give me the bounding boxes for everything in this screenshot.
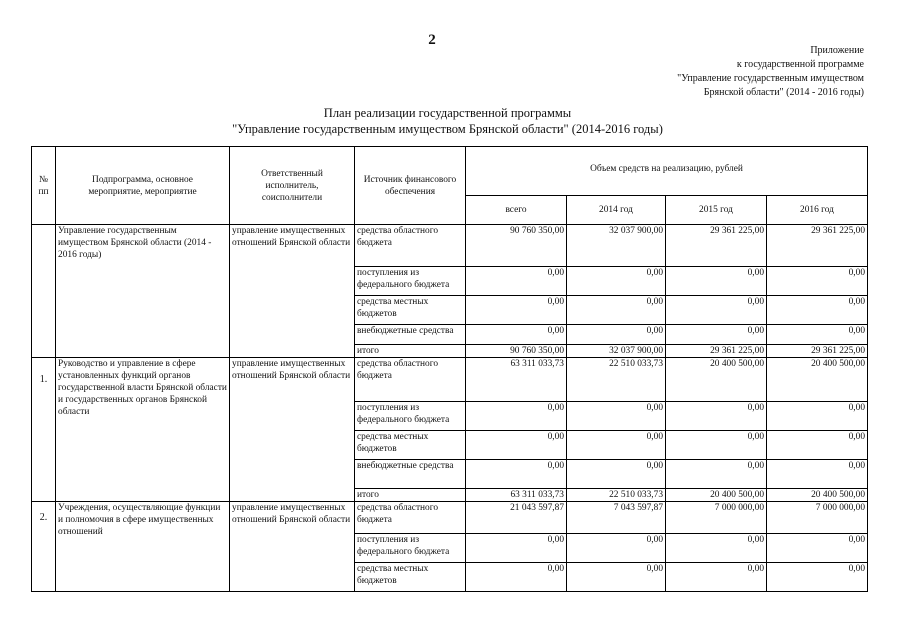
header-2014: 2014 год	[567, 196, 666, 225]
amount-y2015: 20 400 500,00	[666, 358, 767, 402]
amount-total: 0,00	[466, 563, 567, 592]
amount-y2014: 22 510 033,73	[567, 489, 666, 502]
amount-total: 21 043 597,87	[466, 502, 567, 534]
amount-y2015: 20 400 500,00	[666, 489, 767, 502]
header-2015: 2015 год	[666, 196, 767, 225]
amount-y2015: 0,00	[666, 402, 767, 431]
row-number	[32, 225, 56, 358]
amount-total: 0,00	[466, 431, 567, 460]
header-row	[32, 147, 868, 196]
row-number: 2.	[32, 502, 56, 592]
responsible-executor: управление имущественных отношений Брянской области	[230, 225, 355, 358]
funding-source: поступления из федерального бюджета	[355, 534, 466, 563]
amount-total: 0,00	[466, 534, 567, 563]
table-row	[32, 225, 868, 267]
responsible-executor: управление имущественных отношений Брянской области	[230, 358, 355, 502]
amount-y2014: 22 510 033,73	[567, 358, 666, 402]
amount-y2016: 0,00	[767, 296, 868, 325]
amount-y2014: 0,00	[567, 534, 666, 563]
appendix-line: Брянской области" (2014 - 2016 годы)	[703, 87, 864, 98]
amount-y2014: 32 037 900,00	[567, 345, 666, 358]
funding-source: поступления из федерального бюджета	[355, 402, 466, 431]
amount-total: 90 760 350,00	[466, 225, 567, 267]
document-title: План реализации государственной программы	[323, 106, 572, 120]
amount-y2015: 0,00	[666, 563, 767, 592]
amount-y2014: 0,00	[567, 563, 666, 592]
amount-y2016: 0,00	[767, 267, 868, 296]
amount-y2016: 0,00	[767, 563, 868, 592]
header-num: № пп	[32, 147, 56, 225]
funding-source: поступления из федерального бюджета	[355, 267, 466, 296]
amount-total: 0,00	[466, 296, 567, 325]
funding-source: средства местных бюджетов	[355, 563, 466, 592]
funding-source: средства местных бюджетов	[355, 431, 466, 460]
amount-y2016: 0,00	[767, 460, 868, 489]
amount-y2016: 0,00	[767, 534, 868, 563]
funding-source: средства областного бюджета	[355, 225, 466, 267]
funding-source: средства областного бюджета	[355, 502, 466, 534]
amount-y2015: 0,00	[666, 296, 767, 325]
header-2016: 2016 год	[767, 196, 868, 225]
funding-source: внебюджетные средства	[355, 325, 466, 345]
appendix-line: "Управление государственным имуществом	[677, 73, 864, 84]
amount-y2014: 0,00	[567, 431, 666, 460]
amount-y2016: 29 361 225,00	[767, 225, 868, 267]
amount-total: 63 311 033,73	[466, 489, 567, 502]
amount-y2014: 32 037 900,00	[567, 225, 666, 267]
amount-y2015: 0,00	[666, 267, 767, 296]
subprogram-name: Управление государственным имуществом Брянской области (2014 - 2016 годы)	[56, 225, 230, 358]
header-total: всего	[466, 196, 567, 225]
amount-total: 90 760 350,00	[466, 345, 567, 358]
amount-total: 63 311 033,73	[466, 358, 567, 402]
amount-y2015: 7 000 000,00	[666, 502, 767, 534]
amount-total: 0,00	[466, 267, 567, 296]
amount-y2016: 7 000 000,00	[767, 502, 868, 534]
amount-y2016: 29 361 225,00	[767, 345, 868, 358]
amount-y2015: 0,00	[666, 325, 767, 345]
document-subtitle: "Управление государственным имуществом Брянской области" (2014-2016 годы)	[232, 122, 663, 136]
amount-y2016: 20 400 500,00	[767, 489, 868, 502]
amount-y2016: 20 400 500,00	[767, 358, 868, 402]
funding-source: средства областного бюджета	[355, 358, 466, 402]
amount-y2016: 0,00	[767, 325, 868, 345]
table-body	[32, 225, 868, 592]
header-source: Источник финансового обеспечения	[355, 147, 466, 225]
amount-y2014: 0,00	[567, 325, 666, 345]
funding-source: итого	[355, 489, 466, 502]
funding-source: итого	[355, 345, 466, 358]
amount-y2014: 0,00	[567, 267, 666, 296]
page-number: 2	[428, 32, 436, 48]
amount-y2015: 0,00	[666, 460, 767, 489]
amount-y2015: 0,00	[666, 431, 767, 460]
subprogram-name: Руководство и управление в сфере установленных функций органов государственной власти Брянской области и государственных органов Брянской области	[56, 358, 230, 502]
funding-table	[31, 146, 868, 592]
amount-y2015: 29 361 225,00	[666, 345, 767, 358]
amount-y2015: 29 361 225,00	[666, 225, 767, 267]
amount-y2014: 7 043 597,87	[567, 502, 666, 534]
amount-y2016: 0,00	[767, 431, 868, 460]
amount-total: 0,00	[466, 402, 567, 431]
header-responsible: Ответственный исполнитель, соисполнители	[230, 147, 355, 225]
appendix-note	[677, 44, 864, 100]
amount-y2015: 0,00	[666, 534, 767, 563]
funding-source: средства местных бюджетов	[355, 296, 466, 325]
amount-y2016: 0,00	[767, 402, 868, 431]
table-row	[32, 502, 868, 534]
appendix-line: к государственной программе	[736, 59, 864, 70]
amount-total: 0,00	[466, 460, 567, 489]
responsible-executor: управление имущественных отношений Брянской области	[230, 502, 355, 592]
header-funding: Объем средств на реализацию, рублей	[466, 147, 868, 196]
subprogram-name: Учреждения, осуществляющие функции и полномочия в сфере имущественных отношений	[56, 502, 230, 592]
amount-total: 0,00	[466, 325, 567, 345]
appendix-line: Приложение	[810, 45, 864, 56]
amount-y2014: 0,00	[567, 402, 666, 431]
amount-y2014: 0,00	[567, 296, 666, 325]
table-row	[32, 358, 868, 402]
amount-y2014: 0,00	[567, 460, 666, 489]
row-number: 1.	[32, 358, 56, 502]
header-subprogram: Подпрограмма, основное мероприятие, мероприятие	[56, 147, 230, 225]
funding-source: внебюджетные средства	[355, 460, 466, 489]
